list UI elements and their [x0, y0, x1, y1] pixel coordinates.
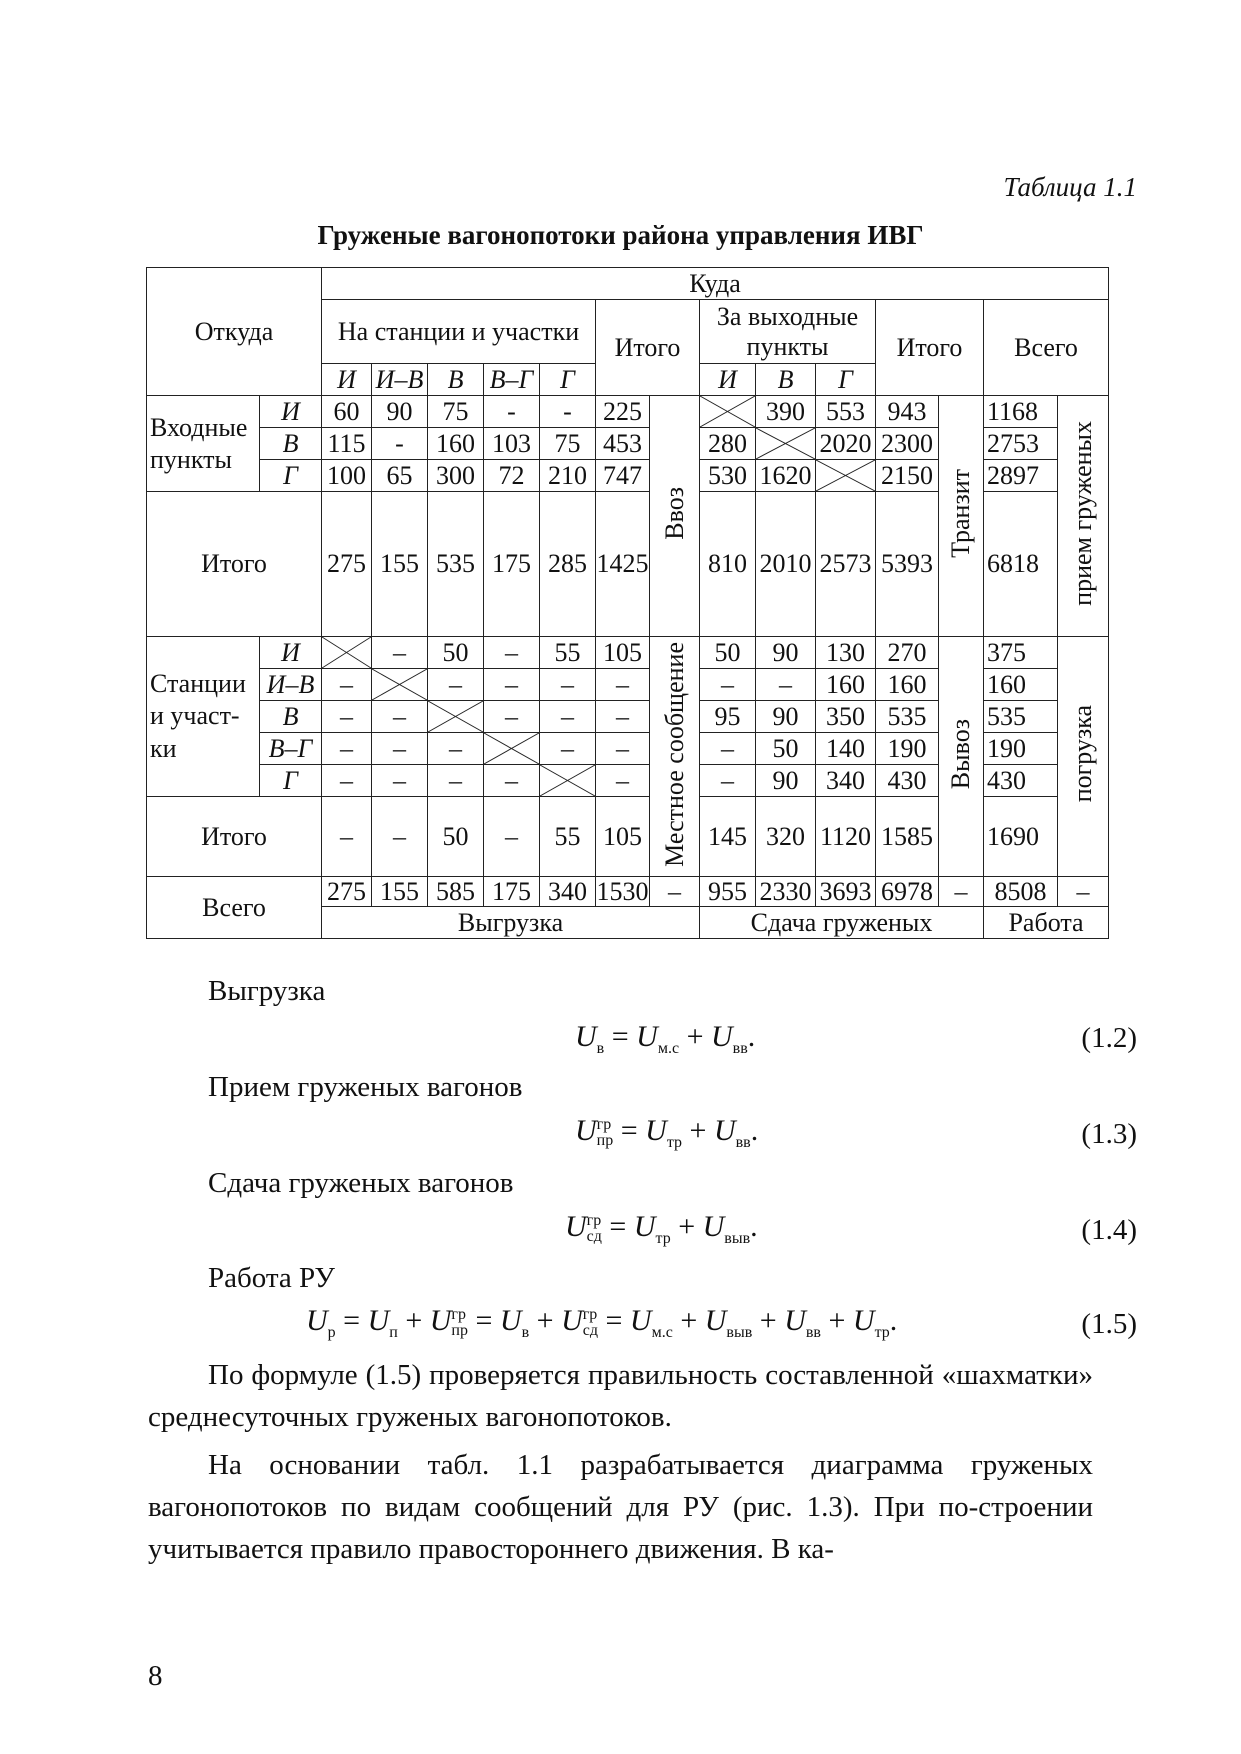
cell: – — [540, 733, 596, 765]
cell: 2020 — [816, 428, 876, 460]
cell: – — [700, 765, 756, 797]
cell: – — [372, 701, 428, 733]
paragraph-1: По формуле (1.5) проверяется правильность составленной «шахматки» среднесуточных груженых вагонопотоков. — [148, 1359, 1093, 1433]
row-key: В — [260, 428, 322, 460]
cell: 2150 — [876, 460, 939, 492]
cell: 453 — [596, 428, 650, 460]
label-tranzit: Транзит — [939, 396, 984, 637]
cell: 1120 — [816, 797, 876, 877]
cell: 943 — [876, 396, 939, 428]
cell: 210 — [540, 460, 596, 492]
cell: – — [428, 733, 484, 765]
cell: 90 — [756, 701, 816, 733]
cell: – — [756, 669, 816, 701]
table-title: Груженые вагонопотоки района управления ИВГ — [317, 220, 924, 250]
cell: – — [484, 637, 540, 669]
cell: 155 — [372, 492, 428, 637]
crossed-cell — [756, 428, 816, 460]
cell: 1620 — [756, 460, 816, 492]
cell: 375 — [984, 637, 1058, 669]
cell: - — [484, 396, 540, 428]
cell: 5393 — [876, 492, 939, 637]
row-group-stations: Станции и участ- ки — [147, 637, 260, 797]
cell: 175 — [484, 492, 540, 637]
row-key: И — [260, 637, 322, 669]
cell: 6978 — [876, 877, 939, 907]
cell: 2573 — [816, 492, 876, 637]
label-priem: прием груженых — [1058, 396, 1109, 637]
cell: 747 — [596, 460, 650, 492]
header-vsego: Всего — [984, 300, 1109, 396]
header-exit-points: За выходные пункты — [700, 300, 876, 364]
cell: 6818 — [984, 492, 1058, 637]
wagon-flow-table — [146, 267, 1109, 939]
cell: 2897 — [984, 460, 1058, 492]
footer-sdacha: Сдача груженых — [700, 907, 984, 939]
footer-rabota: Работа — [984, 907, 1109, 939]
cell: 50 — [756, 733, 816, 765]
heading-sdacha: Сдача груженых вагонов — [208, 1167, 514, 1199]
cell: – — [428, 765, 484, 797]
cell: 115 — [322, 428, 372, 460]
cell: 75 — [428, 396, 484, 428]
cell: – — [596, 765, 650, 797]
cell: – — [372, 733, 428, 765]
cell: 530 — [700, 460, 756, 492]
cell: – — [372, 797, 428, 877]
crossed-cell — [372, 669, 428, 701]
cell: 553 — [816, 396, 876, 428]
cell: – — [700, 733, 756, 765]
cell: 280 — [700, 428, 756, 460]
cell: 1530 — [596, 876, 649, 906]
label-pogruzka: погрузка — [1058, 637, 1109, 877]
subheader-cell: Г — [540, 364, 596, 396]
cell: 50 — [700, 637, 756, 669]
cell: 340 — [816, 765, 876, 797]
cell: 55 — [540, 797, 596, 877]
formula-1-4: U гр сд = $U_{тр} + U_{выв}$. — [565, 1210, 758, 1247]
equation-number: (1.4) — [1081, 1214, 1137, 1246]
heading-priem: Прием груженых вагонов — [208, 1071, 523, 1103]
cell: – — [322, 669, 372, 701]
cell: - — [372, 428, 428, 460]
cell: 72 — [484, 460, 540, 492]
cell: – — [372, 637, 428, 669]
row-group-entry: Входные пункты — [147, 396, 260, 492]
cell: 390 — [756, 396, 816, 428]
cell: 175 — [484, 877, 540, 907]
cell: 810 — [700, 492, 756, 637]
cell: 2010 — [756, 492, 816, 637]
cell: 90 — [756, 765, 816, 797]
cell: 60 — [322, 396, 372, 428]
cell: – — [540, 669, 596, 701]
cell: – — [322, 733, 372, 765]
cell: 105 — [596, 797, 650, 877]
row-key: И — [260, 396, 322, 428]
cell: 275 — [322, 492, 372, 637]
formula-1-5: $U_р = U_п + U$ гр пр = $U_в + U$ гр сд = $U_{м.с} + U_{выв} + U_{вв} + U_{тр}$. — [306, 1304, 898, 1341]
cell: 145 — [700, 797, 756, 877]
cell: 285 — [540, 492, 596, 637]
cell: 955 — [700, 877, 756, 907]
cell: 90 — [756, 637, 816, 669]
crossed-cell — [484, 733, 540, 765]
row-key: И–В — [260, 669, 322, 701]
subheader-cell: И–В — [372, 364, 428, 396]
subheader-cell: Г — [816, 364, 876, 396]
cell: – — [1058, 877, 1109, 907]
cell: 50 — [428, 797, 484, 877]
cell: 300 — [428, 460, 484, 492]
cell: 340 — [540, 877, 596, 907]
equation-number: (1.5) — [1081, 1308, 1137, 1340]
cell: 1168 — [984, 396, 1058, 428]
cell: 1425 — [596, 492, 650, 637]
cell: 105 — [596, 637, 650, 669]
header-itogo-1: Итого — [596, 300, 700, 396]
cell: 140 — [816, 733, 876, 765]
page-number: 8 — [148, 1660, 163, 1692]
equation-number: (1.2) — [1081, 1022, 1137, 1054]
table-caption: Таблица 1.1 — [1003, 172, 1137, 202]
cell: 585 — [428, 877, 484, 907]
cell: 350 — [816, 701, 876, 733]
label-vyvoz: Вывоз — [939, 637, 984, 877]
cell: 160 — [816, 669, 876, 701]
cell: 75 — [540, 428, 596, 460]
cell: 535 — [984, 701, 1058, 733]
cell: 535 — [428, 492, 484, 637]
header-kuda: Куда — [322, 268, 1109, 300]
subheader-cell: В — [428, 364, 484, 396]
cell: – — [322, 765, 372, 797]
cell: – — [700, 669, 756, 701]
subheader-cell: И — [322, 364, 372, 396]
cell: – — [939, 877, 984, 907]
equation-number: (1.3) — [1081, 1118, 1137, 1150]
cell: – — [372, 765, 428, 797]
row-itogo-2-label: Итого — [147, 797, 322, 877]
cell: 160 — [876, 669, 939, 701]
cell: 160 — [428, 428, 484, 460]
row-vsego-label: Всего — [147, 877, 322, 939]
cell: 225 — [596, 396, 650, 428]
cell: 2300 — [876, 428, 939, 460]
cell: 55 — [540, 637, 596, 669]
cell: – — [596, 669, 650, 701]
cell: 100 — [322, 460, 372, 492]
cell: – — [322, 797, 372, 877]
row-key: В — [260, 701, 322, 733]
cell: 3693 — [816, 877, 876, 907]
cell: 190 — [984, 733, 1058, 765]
crossed-cell — [700, 396, 756, 428]
row-key: Г — [260, 765, 322, 797]
cell: 430 — [876, 765, 939, 797]
paragraph-2: На основании табл. 1.1 разрабатывается диаграмма груженых вагонопотоков по видам сообщений для РУ (рис. 1.3). При по-строении учитывается правило правостороннего движения. В ка- — [148, 1449, 1093, 1565]
cell: – — [596, 733, 650, 765]
cell: 190 — [876, 733, 939, 765]
cell: 1585 — [876, 797, 939, 877]
header-itogo-2: Итого — [876, 300, 984, 396]
formula-1-2: $U_в = U_{м.с} + U_{вв}$. — [575, 1020, 756, 1057]
cell: 320 — [756, 797, 816, 877]
crossed-cell — [816, 460, 876, 492]
crossed-cell — [540, 765, 596, 797]
header-stations: На станции и участки — [322, 300, 596, 364]
cell: 1690 — [984, 797, 1058, 877]
cell: – — [484, 669, 540, 701]
cell: 50 — [428, 637, 484, 669]
cell: 275 — [322, 877, 372, 907]
heading-vygruzka: Выгрузка — [208, 975, 326, 1007]
row-itogo-1-label: Итого — [147, 492, 322, 637]
subheader-cell: И — [700, 364, 756, 396]
cell: 155 — [372, 877, 428, 907]
cell: 2753 — [984, 428, 1058, 460]
header-otkuda: Откуда — [147, 268, 322, 396]
row-key: Г — [260, 460, 322, 492]
cell: – — [650, 877, 700, 907]
subheader-cell: В–Г — [484, 364, 540, 396]
cell: 8508 — [984, 877, 1058, 907]
cell: 65 — [372, 460, 428, 492]
cell: – — [540, 701, 596, 733]
cell: – — [596, 701, 650, 733]
cell: - — [540, 396, 596, 428]
crossed-cell — [428, 701, 484, 733]
footer-vygruzka: Выгрузка — [322, 907, 700, 939]
cell: 95 — [700, 701, 756, 733]
formula-1-3: U гр пр = $U_{тр} + U_{вв}$. — [575, 1114, 759, 1151]
cell: 430 — [984, 765, 1058, 797]
cell: 90 — [372, 396, 428, 428]
label-vvoz: Ввоз — [650, 396, 700, 637]
row-key: В–Г — [260, 733, 322, 765]
cell: 103 — [484, 428, 540, 460]
heading-rabota: Работа РУ — [208, 1262, 335, 1294]
cell: 160 — [984, 669, 1058, 701]
cell: – — [484, 701, 540, 733]
cell: – — [428, 669, 484, 701]
crossed-cell — [322, 637, 372, 669]
cell: – — [484, 765, 540, 797]
cell: – — [484, 797, 540, 877]
cell: 2330 — [756, 877, 816, 907]
cell: 130 — [816, 637, 876, 669]
cell: – — [322, 701, 372, 733]
subheader-cell: В — [756, 364, 816, 396]
label-mestnoe: Местное сообщение — [650, 637, 700, 877]
cell: 270 — [876, 637, 939, 669]
cell: 535 — [876, 701, 939, 733]
